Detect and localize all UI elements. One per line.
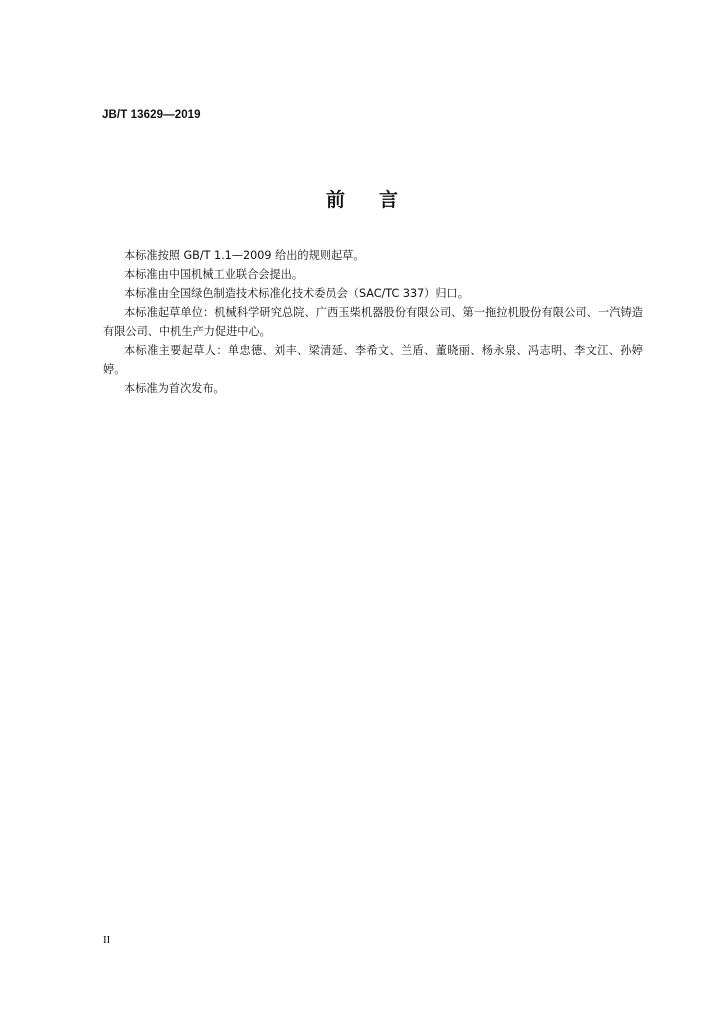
paragraph-first-release: 本标准为首次发布。 xyxy=(124,382,225,395)
paragraph-drafters: 本标准主要起草人：单忠德、刘丰、梁清延、李希文、兰盾、董晓丽、杨永泉、冯志明、李文江、孙婷婷。 xyxy=(103,344,643,376)
paragraph-proposer: 本标准由中国机械工业联合会提出。 xyxy=(124,268,304,281)
page-number: II xyxy=(103,934,111,946)
foreword-body xyxy=(103,246,643,398)
page-title: 前言 xyxy=(325,189,432,211)
paragraph-administrator: 本标准由全国绿色制造技术标准化技术委员会（SAC/TC 337）归口。 xyxy=(124,287,469,300)
paragraph-drafting-rules: 本标准按照 GB/T 1.1—2009 给出的规则起草。 xyxy=(124,249,365,262)
paragraph-drafting-units: 本标准起草单位：机械科学研究总院、广西玉柴机器股份有限公司、第一拖拉机股份有限公司、一汽铸造有限公司、中机生产力促进中心。 xyxy=(103,306,643,338)
document-code: JB/T 13629—2019 xyxy=(102,109,201,121)
